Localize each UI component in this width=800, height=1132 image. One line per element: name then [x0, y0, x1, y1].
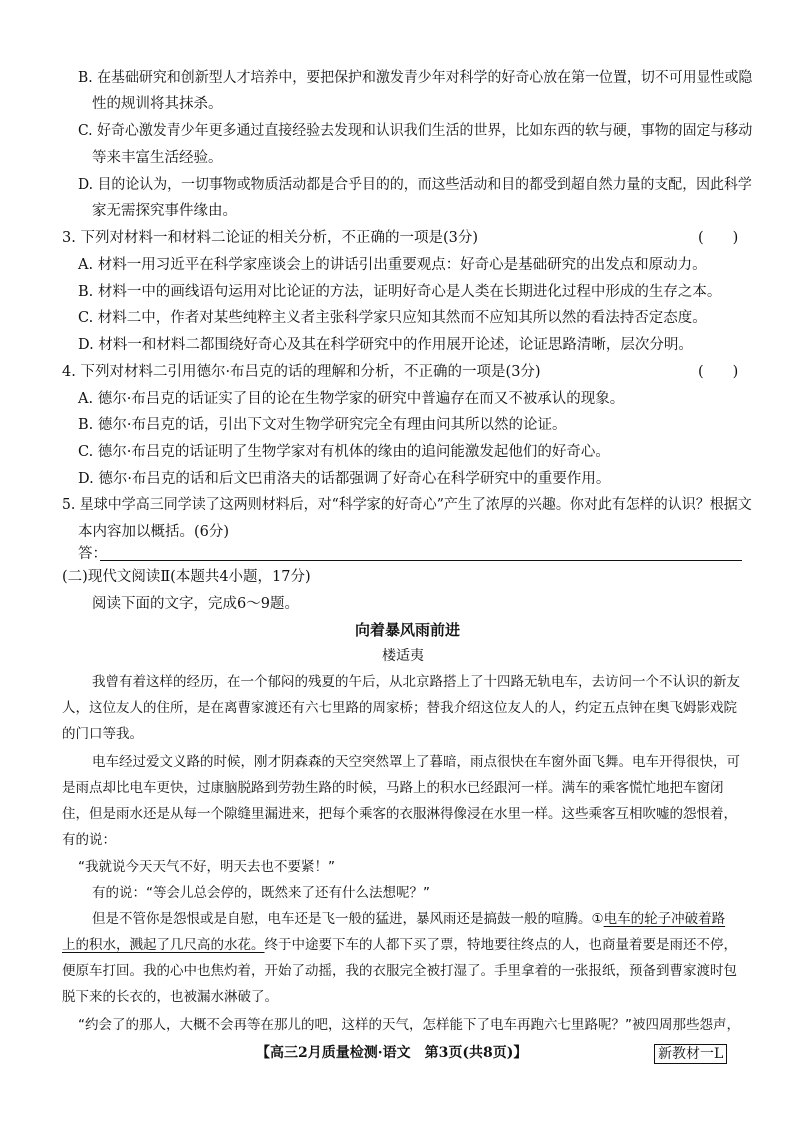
passage-p3-underlined-2: 上的积水，溅起了几尺高的水花。	[62, 937, 265, 953]
passage-author: 楼适夷	[382, 648, 424, 664]
section2-heading: (二)现代文阅读Ⅱ(本题共4小题，17分)	[62, 569, 311, 585]
q2-option-d-line1: D. 目的论认为，一切事物或物质活动都是合乎目的的，而这些活动和目的都受到超自然力量的支配，因此科学	[78, 177, 752, 193]
q4-option-a: A. 德尔·布吕克的话证实了目的论在生物学家的研究中普遍存在而又不被承认的现象。	[78, 391, 625, 407]
passage-title: 向着暴风雨前进	[355, 621, 461, 639]
q4-option-c: C. 德尔·布吕克的话证明了生物学家对有机体的缘由的追问能激发起他们的好奇心。	[78, 444, 610, 460]
q2-option-b-line2: 性的规训将其抹杀。	[92, 96, 223, 112]
q3-option-b: B. 材料一中的画线语句运用对比论证的方法，证明好奇心是人类在长期进化过程中形成的生存之本。	[78, 284, 722, 300]
passage-p3-line4: 脱下来的长衣的，也被漏水淋破了。	[62, 989, 278, 1005]
passage-p3-line3: 便原车打回。我的心中也焦灼着，开始了动摇，我的衣服完全被打湿了。手里拿着的一张报纸，预备到曹家渡时包	[62, 963, 737, 979]
q5-answer-label: 答：	[78, 546, 107, 562]
q5-stem-line1: 5. 星球中学高三同学读了这两则材料后，对“科学家的好奇心”产生了浓厚的兴趣。你对此有怎样的认识？根据文	[62, 497, 752, 513]
section2-instruction: 阅读下面的文字，完成6～9题。	[92, 596, 299, 612]
passage-p3-text-a: 但是不管你是怨恨或是自慰，电车还是飞一般的猛进，暴风雨还是搞鼓一般的喧腾。①	[92, 911, 604, 927]
q2-option-c-line2: 等来丰富生活经验。	[92, 150, 223, 166]
q4-option-b: B. 德尔·布吕克的话，引出下文对生物学研究完全有理由问其所以然的论证。	[78, 417, 567, 433]
passage-p2-line1: 电车经过爱文义路的时候，刚才阴森森的天空突然罩上了暮暗，雨点很快在车窗外面飞舞。电车开得很快，可	[92, 754, 740, 770]
q3-answer-paren: ( )	[698, 230, 739, 246]
passage-p3-line1	[92, 909, 725, 929]
edition-tag: 新教材一L	[654, 1044, 727, 1064]
passage-p2-line2: 是雨点却比电车更快，过康脑脱路到劳勃生路的时候，马路上的积水已经跟河一样。满车的乘客慌忙地把车窗闭	[62, 780, 724, 796]
passage-p1-line3: 的门口等我。	[62, 726, 143, 742]
q3-option-d: D. 材料一和材料二都围绕好奇心及其在科学研究中的作用展开论述，论证思路清晰，层次分明。	[78, 337, 693, 353]
passage-p3-text-b: 终于中途要下车的人都下买了票，特地要往终点的人，也商量着要是雨还不停，	[264, 937, 737, 953]
q4-option-d: D. 德尔·布吕克的话和后文巴甫洛夫的话都强调了好奇心在科学研究中的重要作用。	[78, 471, 611, 487]
passage-p1-line2: 人，这位友人的住所，是在离曹家渡还有六七里路的周家桥；替我介绍这位友人的人，约定五点钟在奥飞姆影戏院	[62, 700, 737, 716]
q3-option-a: A. 材料一用习近平在科学家座谈会上的讲话引出重要观点：好奇心是基础研究的出发点和原动力。	[78, 257, 707, 273]
passage-p3-line2	[62, 935, 737, 955]
passage-quote1: “我就说今天天气不好，明天去也不要紧！”	[78, 859, 335, 875]
passage-p3-underlined-1: 电车的轮子冲破着路	[603, 911, 726, 927]
passage-p1-line1: 我曾有着这样的经历，在一个郁闷的残夏的午后，从北京路搭上了十四路无轨电车，去访问一个不认识的新友	[92, 674, 740, 690]
passage-quote2: 有的说：“等会儿总会停的，既然来了还有什么法想呢？”	[92, 885, 430, 901]
q3-stem: 3. 下列对材料一和材料二论证的相关分析，不正确的一项是(3分)	[62, 230, 478, 246]
q3-option-c: C. 材料二中，作者对某些纯粹主义者主张科学家只应知其然而不应知其所以然的看法持否定态度。	[78, 310, 707, 326]
passage-p2-line3: 住，但是雨水还是从每一个隙缝里漏进来，把每个乘客的衣服淋得像浸在水里一样。这些乘客互相吹嘘的怨恨着，	[62, 806, 737, 822]
q5-answer-line[interactable]	[100, 560, 742, 561]
passage-p4-line1: “约会了的那人，大概不会再等在那儿的吧，这样的天气，怎样能下了电车再跑六七里路呢？”被四周那些怨声，	[78, 1017, 740, 1033]
passage-p2-line4: 有的说：	[62, 832, 116, 848]
q2-option-c-line1: C. 好奇心激发青少年更多通过直接经验去发现和认识我们生活的世界，比如东西的软与硬，事物的固定与移动	[78, 123, 753, 139]
q2-option-d-line2: 家无需探究事件缘由。	[92, 203, 237, 219]
page-footer: 【高三2月质量检测·语文 第3页(共8页)】	[256, 1045, 528, 1061]
q2-option-b-line1: B. 在基础研究和创新型人才培养中，要把保护和激发青少年对科学的好奇心放在第一位置，切不可用显性或隐	[78, 70, 753, 86]
q5-stem-line2: 本内容加以概括。(6分)	[78, 524, 230, 540]
q4-stem: 4. 下列对材料二引用德尔·布吕克的话的理解和分析，不正确的一项是(3分)	[62, 364, 541, 380]
q4-answer-paren: ( )	[698, 364, 739, 380]
